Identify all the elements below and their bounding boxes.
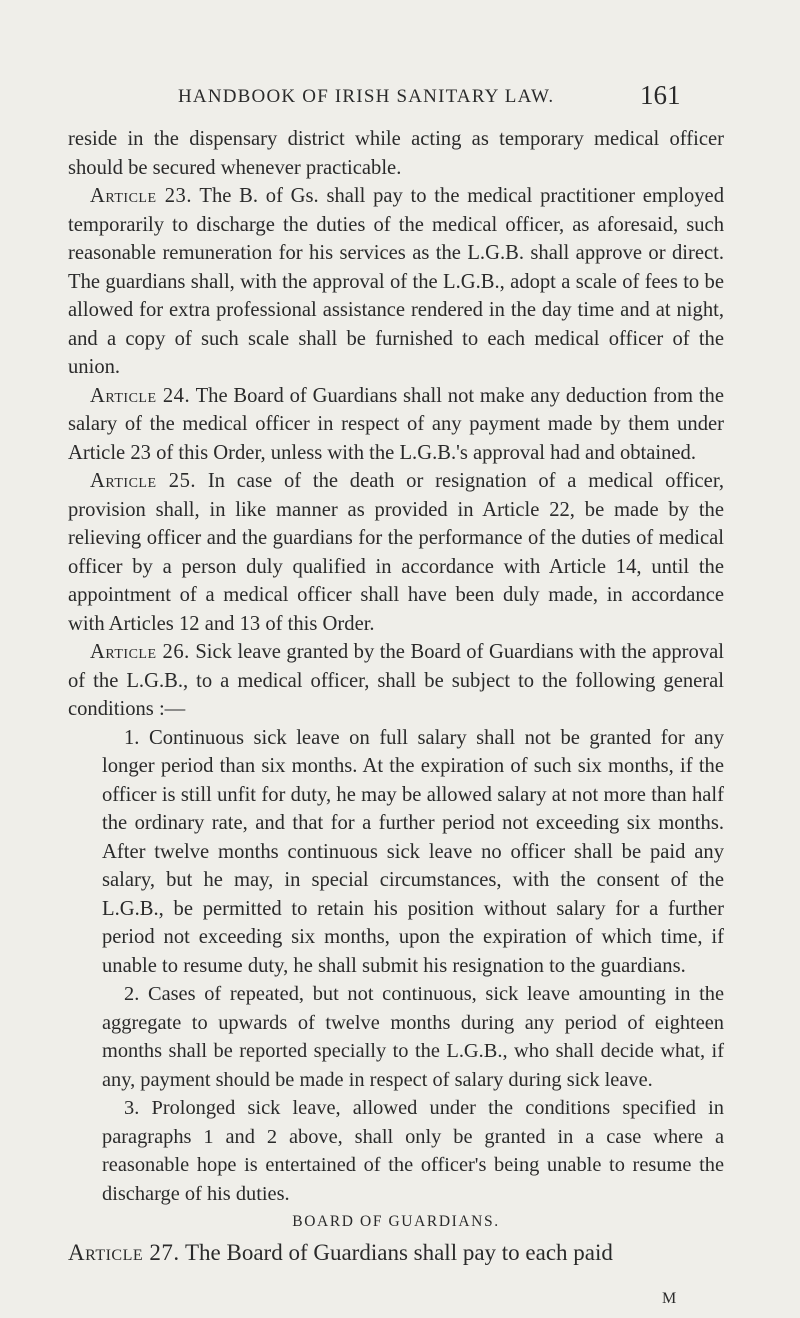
article-label: Article 24.	[90, 384, 191, 407]
body-text	[68, 125, 724, 1267]
article-label: Article 26.	[90, 641, 190, 663]
article-text: In case of the death or resignation of a medical officer, provision shall, in like manner as provided in Article 22, be made by the relieving officer and the guardians for the performance of the duties of medical officer by a person duly qualified in accordance with Article 14, until the appointment of a medical officer shall have been duly made, in accordance with Articles 12 and 13 of this Order.	[68, 470, 725, 635]
article-27	[68, 1239, 724, 1268]
article-text: The Board of Guardians shall pay to each paid	[179, 1239, 613, 1265]
condition-item: 3. Prolonged sick leave, allowed under the conditions specified in paragraphs 1 and 2 above, shall only be granted in a case where a reasonable hope is entertained of the officer's being unable to resume the discharge of his duties.	[102, 1097, 724, 1205]
condition-item: 2. Cases of repeated, but not continuous, sick leave amounting in the aggregate to upwards of twelve months during any period of eighteen months shall be reported specially to the L.G.B., who shall decide what, if any, payment should be made in respect of salary during sick leave.	[102, 983, 724, 1091]
condition-item: 1. Continuous sick leave on full salary shall not be granted for any longer period than six months. At the expiration of such six months, if the officer is still unfit for duty, he may be allowed salary at not more than half the ordinary rate, and that for a further period not exceeding six months. After twelve months continuous sick leave no officer shall be paid any salary, but he may, in special circumstances, with the consent of the L.G.B., be permitted to retain his position without salary for a further period not exceeding six months, upon the expiration of which time, if unable to resume duty, he shall submit his resignation to the guardians.	[102, 726, 724, 977]
article-23	[68, 182, 724, 382]
signature-mark: M	[662, 1290, 678, 1307]
article-label: Article 25.	[90, 470, 197, 492]
article-25	[68, 467, 724, 638]
section-heading: BOARD OF GUARDIANS.	[292, 1213, 500, 1230]
paragraph-continuation: reside in the dispensary district while acting as temporary medical officer should be secured whenever practicable.	[68, 128, 724, 179]
running-head: HANDBOOK OF IRISH SANITARY LAW.	[178, 86, 555, 107]
article-text: Sick leave granted by the Board of Guardians with the approval of the L.G.B., to a medical officer, shall be subject to the following general conditions :—	[68, 641, 724, 720]
article-label: Article 27.	[68, 1239, 180, 1265]
article-24	[68, 382, 724, 468]
article-label: Article 23.	[90, 185, 193, 207]
article-text: The B. of Gs. shall pay to the medical practitioner employed temporarily to discharge the duties of the medical officer, as aforesaid, such reasonable remuneration for his services as the L.G.B. shall approve or direct. The guardians shall, with the approval of the L.G.B., adopt a scale of fees to be allowed for extra professional assistance rendered in the day time and at night, and a copy of such scale shall be furnished to each medical officer of the union.	[68, 185, 724, 378]
page-number: 161	[640, 80, 681, 110]
article-text: The Board of Guardians shall not make any deduction from the salary of the medical officer in respect of any payment made by them under Article 23 of this Order, unless with the L.G.B.'s approval had and obtained.	[68, 384, 724, 464]
article-26	[68, 638, 724, 724]
conditions-list	[102, 724, 724, 1209]
